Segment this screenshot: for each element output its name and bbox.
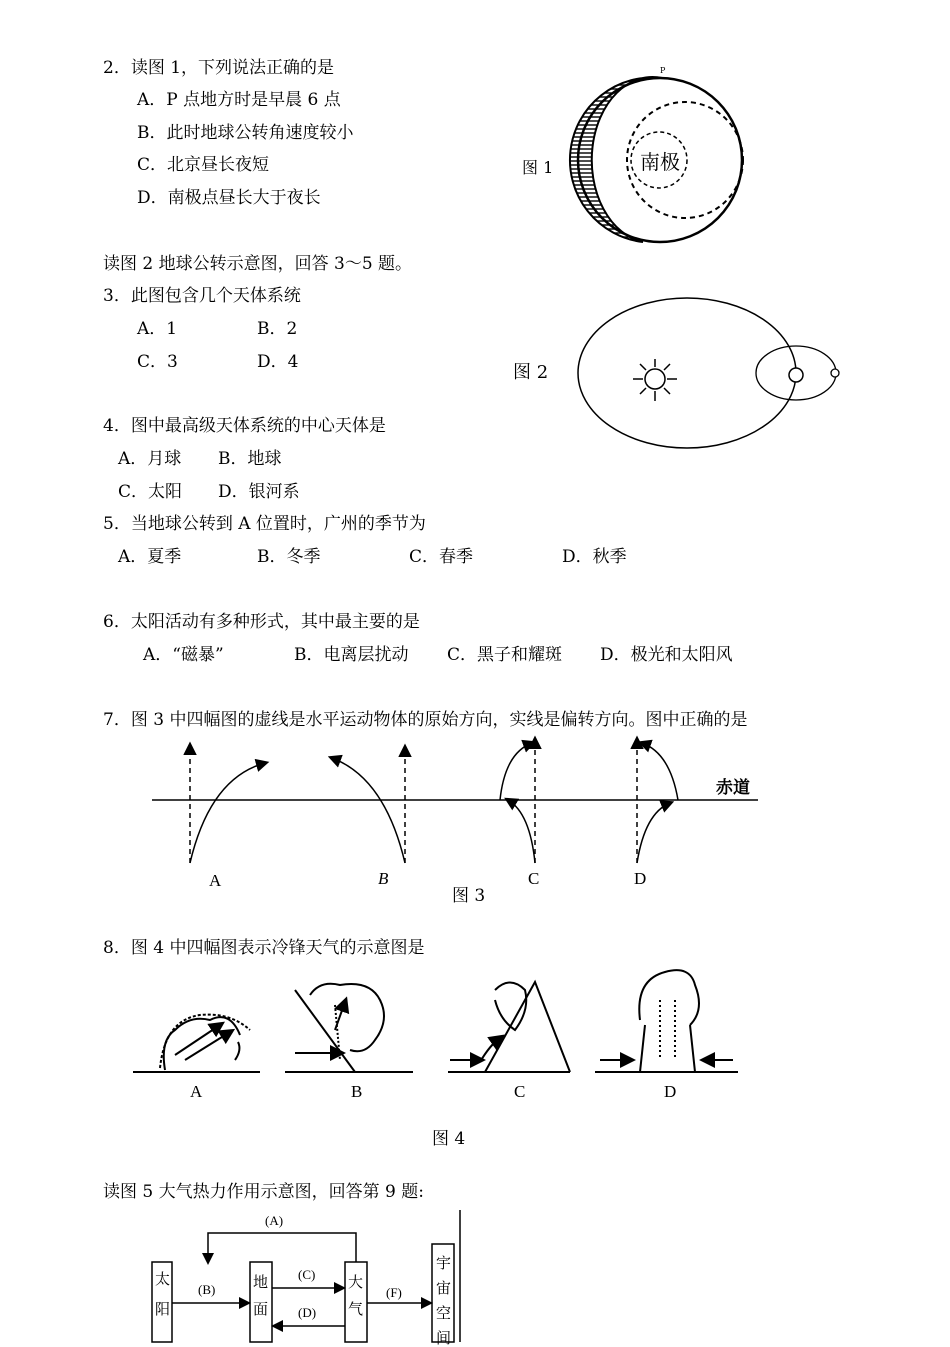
intro-3-5: 读图 2 地球公转示意图，回答 3～5 题。 (103, 254, 413, 274)
fig1-point-p-label: P (660, 66, 666, 75)
q6-option-b: B．电离层扰动 (294, 645, 409, 665)
fig3-label-a: A (209, 871, 222, 890)
fig5-ground-char-2: 面 (253, 1300, 269, 1318)
q2-option-a: A．P 点地方时是早晨 6 点 (137, 90, 341, 110)
fig5-arrow-b: (B) (198, 1282, 216, 1297)
fig5-atmos-char-1: 大 (348, 1273, 364, 1291)
fig1-caption: 图 1 (522, 158, 554, 177)
fig5-sun-char-1: 太 (155, 1270, 171, 1288)
q2-stem: 2．读图 1，下列说法正确的是 (103, 58, 335, 78)
q2-option-c: C．北京昼长夜短 (137, 155, 270, 175)
fig4-caption: 图 4 (432, 1129, 466, 1149)
q6-stem: 6．太阳活动有多种形式，其中最主要的是 (103, 612, 420, 632)
fig5-sun-char-2: 阳 (155, 1300, 171, 1318)
q3-option-a: A．1 (137, 319, 178, 339)
q4-option-c: C．太阳 (118, 482, 183, 502)
q6-option-c: C．黑子和耀斑 (447, 645, 563, 665)
intro-9: 读图 5 大气热力作用示意图，回答第 9 题: (103, 1182, 424, 1202)
q3-option-c: C．3 (137, 352, 178, 372)
q3-option-d: D．4 (257, 352, 299, 372)
fig5-space-char-2: 宙 (436, 1279, 452, 1297)
fig5-arrow-a: (A) (265, 1213, 284, 1228)
fig2-caption: 图 2 (513, 362, 549, 383)
moon-icon (831, 369, 839, 377)
q5-stem: 5．当地球公转到 A 位置时，广州的季节为 (103, 514, 426, 534)
q2-option-b: B．此时地球公转角速度较小 (137, 123, 354, 143)
q2-option-d: D．南极点昼长大于夜长 (137, 188, 321, 208)
fig4-label-c: C (514, 1082, 526, 1101)
q8-stem: 8．图 4 中四幅图表示冷锋天气的示意图是 (103, 938, 425, 958)
fig3-label-b: B (378, 869, 389, 888)
fig3-label-d: D (634, 869, 647, 888)
q4-option-b: B．地球 (218, 449, 282, 469)
fig2-orbit-diagram (575, 295, 845, 455)
q3-option-b: B．2 (257, 319, 298, 339)
fig3-label-c: C (528, 869, 540, 888)
sun-icon (633, 359, 677, 401)
fig3-caption: 图 3 (452, 886, 486, 906)
fig5-space-char-1: 宇 (436, 1254, 452, 1272)
fig1-south-pole-label: 南极 (640, 150, 680, 174)
q7-stem: 7．图 3 中四幅图的虚线是水平运动物体的原始方向，实线是偏转方向。图中正确的是 (103, 710, 748, 730)
q4-option-a: A．月球 (118, 449, 182, 469)
fig3-deflection-diagram (150, 738, 765, 873)
q6-option-d: D．极光和太阳风 (600, 645, 733, 665)
q6-option-a: A．“磁暴” (143, 645, 224, 665)
fig5-arrow-d: (D) (298, 1305, 317, 1320)
fig4-front-diagrams (130, 960, 745, 1080)
fig5-arrow-c: (C) (298, 1267, 316, 1282)
fig5-space-char-4: 间 (436, 1329, 452, 1347)
fig4-label-b: B (351, 1082, 363, 1101)
q3-stem: 3．此图包含几个天体系统 (103, 286, 301, 306)
fig5-ground-char-1: 地 (253, 1273, 269, 1291)
q5-option-b: B．冬季 (257, 547, 321, 567)
q4-option-d: D．银河系 (218, 482, 300, 502)
fig4-label-d: D (664, 1082, 677, 1101)
q4-stem: 4．图中最高级天体系统的中心天体是 (103, 416, 386, 436)
fig3-equator-label: 赤道 (716, 778, 750, 798)
earth-icon (789, 368, 803, 382)
fig5-atmos-char-2: 气 (348, 1300, 364, 1318)
fig4-label-a: A (190, 1082, 203, 1101)
fig5-arrow-f: (F) (386, 1285, 402, 1300)
q5-option-a: A．夏季 (118, 547, 182, 567)
fig5-space-char-3: 空 (436, 1304, 452, 1322)
q5-option-c: C．春季 (409, 547, 474, 567)
q5-option-d: D．秋季 (562, 547, 627, 567)
